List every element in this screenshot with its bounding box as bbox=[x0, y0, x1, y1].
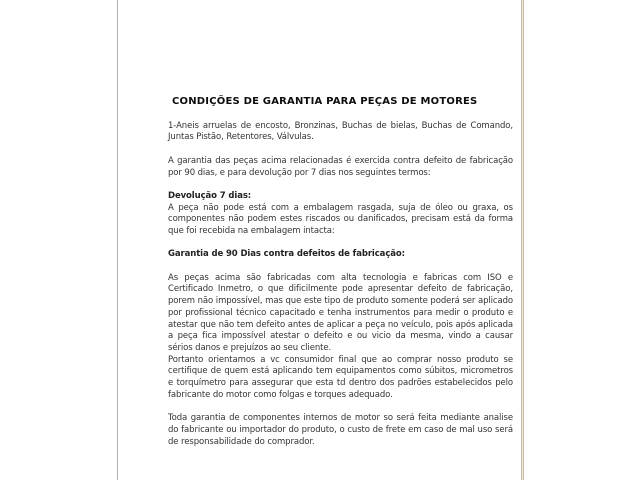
paragraph-return-conditions: A peça não pode está com a embalagem rasgada, suja de óleo ou graxa, os componentes não podem estes riscados ou danificados, precisam está da forma que foi recebida na embalagem intacta: bbox=[168, 202, 513, 236]
document-body bbox=[168, 96, 513, 448]
section-heading-90-days-warranty: Garantia de 90 Dias contra defeitos de fabricação: bbox=[168, 249, 405, 260]
paragraph-defects-conditions-2: Portanto orientamos a vc consumidor final que ao comprar nosso produto se certifique de quem está aplicando tem equipamentos como súbitos, micrometros e torquímetro para assegurar que esta td dentro dos padrões estabelecidos pelo fabricante do motor como folgas e torques adequado. bbox=[168, 354, 513, 400]
paragraph-final-note: Toda garantia de componentes internos de motor so será feita mediante analise do fabricante ou importador do produto, o custo de frete em caso de mal uso será de responsabilidade do comprador. bbox=[168, 413, 513, 447]
paragraph-defects-conditions-1: As peças acima são fabricadas com alta tecnologia e fabricas com ISO e Certificado Inmetro, o que dificilmente pode apresentar defeito de fabricação, porem não impossível, mas que este tipo de produto somente poderá ser aplicado por profissional técnico capacitado e tenha instrumentos para medir o produto e atestar que não tem defeito antes de aplicar a peça no veículo, pois após aplicada a peça fica impossível atestar o defeito e ou vicio da mesma, vindo a causar sérios danos e prejuízos ao seu cliente. bbox=[168, 272, 513, 353]
paragraph-parts-list: 1-Aneis arruelas de encosto, Bronzinas, Buchas de bielas, Buchas de Comando, Juntas Pistão, Retentores, Válvulas. bbox=[168, 120, 513, 143]
document-title: CONDIÇÕES DE GARANTIA PARA PEÇAS DE MOTORES bbox=[172, 96, 478, 107]
section-heading-return-7-days: Devolução 7 dias: bbox=[168, 190, 252, 201]
page-right-edge bbox=[521, 0, 524, 480]
paragraph-warranty-intro: A garantia das peças acima relacionadas é exercida contra defeito de fabricação por 90 dias, e para devolução por 7 dias nos seguintes termos: bbox=[168, 155, 513, 178]
page-left-edge bbox=[117, 0, 118, 480]
